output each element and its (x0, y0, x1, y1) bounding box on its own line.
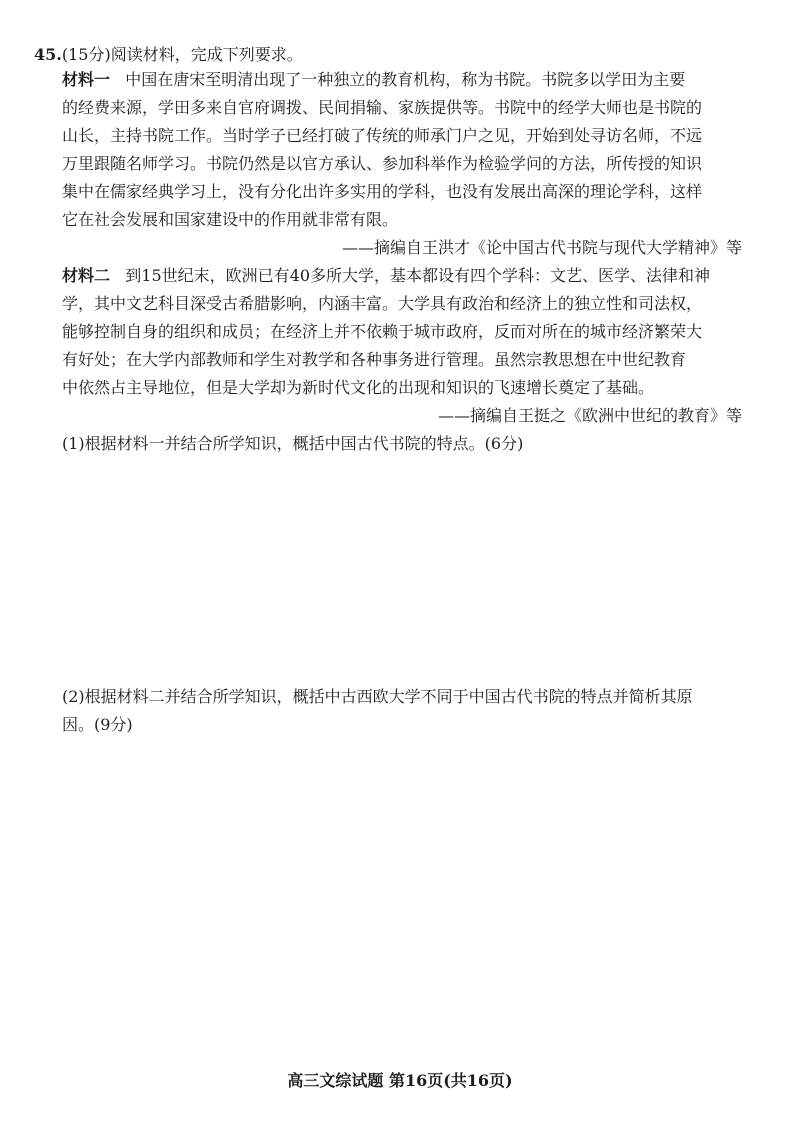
material1-line-1 (62, 69, 685, 91)
material1-line-4: 万里跟随名师学习。书院仍然是以官方承认、参加科举作为检验学问的方法，所传授的知识 (62, 154, 703, 173)
question-number: 45. (34, 45, 62, 64)
material2-line-4: 有好处；在大学内部教师和学生对教学和各种事务进行管理。虽然宗教思想在中世纪教育 (62, 350, 687, 369)
material1-line-3: 山长，主持书院工作。当时学子已经打破了传统的师承门户之见，开始到处寻访名师，不远 (62, 126, 703, 145)
material2-line-1 (62, 265, 710, 287)
page-footer: 高三文综试题 第16页(共16页) (287, 1071, 513, 1090)
subquestion-1: (1)根据材料一并结合所学知识，概括中国古代书院的特点。(6分) (62, 434, 524, 453)
question-header (34, 44, 303, 66)
material2-source: ——摘编自王挺之《欧洲中世纪的教育》等 (437, 406, 742, 425)
material2-label: 材料二 (62, 266, 111, 285)
subquestion-2-line-2: 因。(9分) (62, 715, 133, 734)
material2-line-3: 能够控制自身的组织和成员；在经济上并不依赖于城市政府，反而对所在的城市经济繁荣大 (62, 322, 703, 341)
material1-source: ——摘编自王洪才《论中国古代书院与现代大学精神》等 (341, 238, 742, 257)
material1-line-5: 集中在儒家经典学习上，没有分化出许多实用的学科，也没有发展出高深的理论学科，这样 (62, 182, 703, 201)
material2-line-5: 中依然占主导地位，但是大学却为新时代文化的出现和知识的飞速增长奠定了基础。 (62, 378, 655, 397)
material1-text: 中国在唐宋至明清出现了一种独立的教育机构，称为书院。书院多以学田为主要 (125, 70, 686, 89)
material1-line-2: 的经费来源，学田多来自官府调拨、民间捐输、家族提供等。书院中的经学大师也是书院的 (62, 98, 703, 117)
material1-label: 材料一 (62, 70, 111, 89)
question-instruction: (15分)阅读材料，完成下列要求。 (61, 45, 303, 64)
material2-text: 到15世纪末，欧洲已有40多所大学，基本都设有四个学科：文艺、医学、法律和神 (125, 266, 711, 285)
subquestion-2-line-1: (2)根据材料二并结合所学知识，概括中古西欧大学不同于中国古代书院的特点并简析其原 (62, 687, 693, 706)
material2-line-2: 学，其中文艺科目深受古希腊影响，内涵丰富。大学具有政治和经济上的独立性和司法权， (62, 294, 703, 313)
material1-line-6: 它在社会发展和国家建设中的作用就非常有限。 (62, 210, 399, 229)
